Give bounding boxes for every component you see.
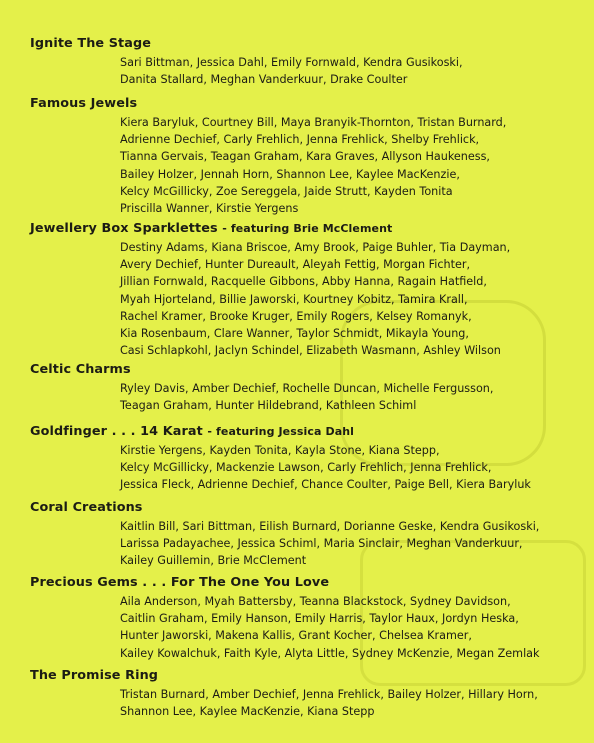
performer-line: Adrienne Dechief, Carly Frehlich, Jenna Frehlick, Shelby Frehlick, [120, 133, 480, 147]
performer-line: Kelcy McGillicky, Zoe Sereggela, Jaide Strutt, Kayden Tonita [120, 184, 453, 198]
section-title: Coral Creations [30, 500, 143, 515]
performer-line: Myah Hjorteland, Billie Jaworski, Kourtney Kobitz, Tamira Krall, [120, 292, 468, 306]
performer-line: Ryley Davis, Amber Dechief, Rochelle Duncan, Michelle Fergusson, [120, 382, 494, 395]
performer-line: Priscilla Wanner, Kirstie Yergens [120, 201, 299, 215]
performer-line: Aila Anderson, Myah Battersby, Teanna Blackstock, Sydney Davidson, [120, 595, 511, 608]
section-title: Ignite The Stage [30, 36, 152, 51]
performer-line: Kiera Baryluk, Courtney Bill, Maya Branyik-Thornton, Tristan Burnard, [120, 116, 507, 129]
performer-line: Jessica Fleck, Adrienne Dechief, Chance Coulter, Paige Bell, Kiera Baryluk [120, 478, 531, 492]
performer-line: Danita Stallard, Meghan Vanderkuur, Drake Coulter [120, 73, 408, 87]
performer-line: Kia Rosenbaum, Clare Wanner, Taylor Schmidt, Mikayla Young, [120, 326, 469, 340]
performer-list [120, 593, 585, 662]
performer-line: Teagan Graham, Hunter Hildebrand, Kathleen Schiml [120, 399, 417, 413]
performer-line: Kaitlin Bill, Sari Bittman, Eilish Burnard, Dorianne Geske, Kendra Gusikoski, [120, 520, 540, 533]
performer-line: Jillian Fornwald, Racquelle Gibbons, Abby Hanna, Ragain Hatfield, [120, 275, 487, 289]
performer-list [120, 114, 585, 217]
performer-line: Caitlin Graham, Emily Hanson, Emily Harris, Taylor Haux, Jordyn Heska, [120, 612, 519, 626]
section-title: Precious Gems . . . For The One You Love [30, 575, 330, 590]
performer-line: Hunter Jaworski, Makena Kallis, Grant Kocher, Chelsea Kramer, [120, 629, 472, 643]
performer-line: Casi Schlapkohl, Jaclyn Schindel, Elizabeth Wasmann, Ashley Wilson [120, 344, 501, 358]
performer-line: Kirstie Yergens, Kayden Tonita, Kayla Stone, Kiana Stepp, [120, 444, 440, 457]
performer-line: Bailey Holzer, Jennah Horn, Shannon Lee, Kaylee MacKenzie, [120, 167, 460, 181]
section-title: Celtic Charms [30, 362, 131, 377]
featuring-note: - featuring Brie McClement [222, 222, 393, 235]
performer-line: Larissa Padayachee, Jessica Schiml, Maria Sinclair, Meghan Vanderkuur, [120, 537, 523, 551]
performer-line: Kailey Kowalchuk, Faith Kyle, Alyta Little, Sydney McKenzie, Megan Zemlak [120, 646, 540, 660]
performer-line: Tianna Gervais, Teagan Graham, Kara Graves, Allyson Haukeness, [120, 150, 490, 164]
performer-list [120, 239, 585, 359]
performer-list [120, 442, 585, 494]
performer-line: Destiny Adams, Kiana Briscoe, Amy Brook, Paige Buhler, Tia Dayman, [120, 241, 511, 254]
performer-list [120, 380, 585, 414]
performer-line: Rachel Kramer, Brooke Kruger, Emily Rogers, Kelsey Romanyk, [120, 309, 472, 323]
performer-line: Avery Dechief, Hunter Dureault, Aleyah Fettig, Morgan Fichter, [120, 258, 471, 272]
performer-line: Kailey Guillemin, Brie McClement [120, 554, 307, 568]
performer-line: Shannon Lee, Kaylee MacKenzie, Kiana Stepp [120, 705, 375, 719]
performer-line: Kelcy McGillicky, Mackenzie Lawson, Carly Frehlich, Jenna Frehlick, [120, 461, 492, 475]
section-title: Goldfinger . . . 14 Karat - featuring Jessica Dahl [30, 424, 355, 439]
featuring-note: - featuring Jessica Dahl [207, 425, 355, 438]
section-title: Jewellery Box Sparklettes - featuring Brie McClement [30, 221, 393, 236]
performer-list [120, 54, 585, 88]
performer-list [120, 686, 585, 720]
performer-line: Sari Bittman, Jessica Dahl, Emily Fornwald, Kendra Gusikoski, [120, 56, 463, 69]
performer-line: Tristan Burnard, Amber Dechief, Jenna Frehlick, Bailey Holzer, Hillary Horn, [120, 688, 538, 701]
performer-list [120, 518, 585, 570]
section-title: Famous Jewels [30, 96, 138, 111]
section-title: The Promise Ring [30, 668, 159, 683]
